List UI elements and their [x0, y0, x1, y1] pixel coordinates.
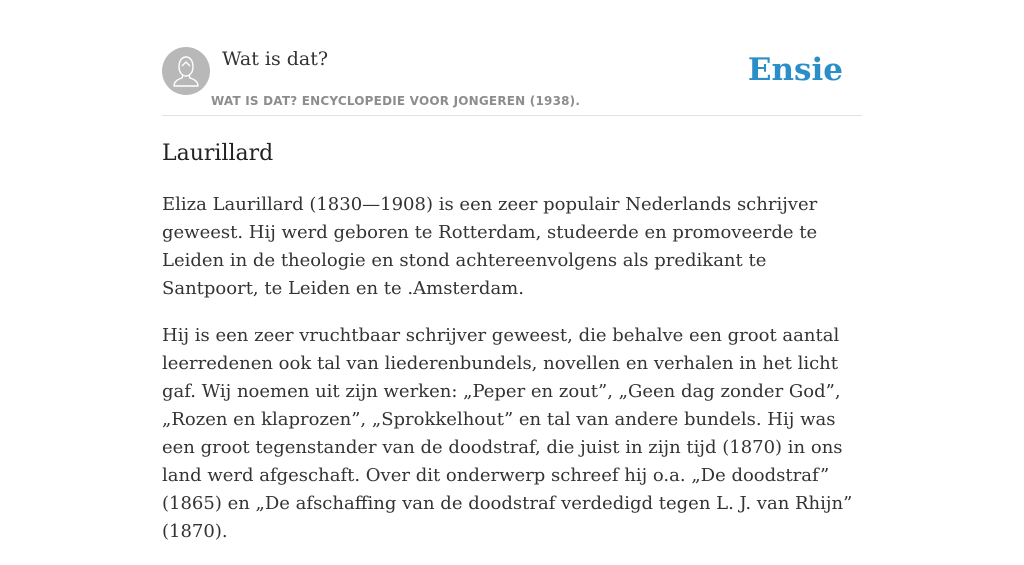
article-paragraph: Eliza Laurillard (1830—1908) is een zeer populair Nederlands schrijver geweest. Hij werd geboren te Rotterdam, studeerde en promoveerde te Leiden in de theologie en stond achtereenvolgens als predikant te Santpoort, te Leiden en te .Amsterdam. — [162, 194, 818, 299]
article-paragraph: Hij is een zeer vruchtbaar schrijver geweest, die behalve een groot aantal leerredenen ook tal van liederenbundels, novellen en verhalen in het licht gaf. Wij noemen uit zijn werken: „Peper en zout”, „Geen dag zonder God”, „Rozen en klaprozen”, „Sprokkelhout” en tal van andere bundels. Hij was een groot tegenstander van de doodstraf, die juist in zijn tijd (1870) in ons land werd afgeschaft. Over dit onderwerp schreef hij o.a. „De doodstraf” (1865) en „De afschaffing van de doodstraf verdedigd tegen L. J. van Rhijn” (1870). — [162, 325, 853, 542]
source-title[interactable]: Wat is dat? — [222, 48, 329, 70]
source-header — [162, 46, 862, 116]
article-title: Laurillard — [162, 141, 274, 166]
article — [162, 137, 862, 565]
source-subtitle[interactable]: WAT IS DAT? ENCYCLOPEDIE VOOR JONGEREN (1938). — [211, 94, 581, 108]
avatar[interactable] — [162, 47, 210, 95]
ensie-logo[interactable]: Ensie — [747, 52, 843, 88]
user-placeholder-icon — [162, 47, 210, 95]
